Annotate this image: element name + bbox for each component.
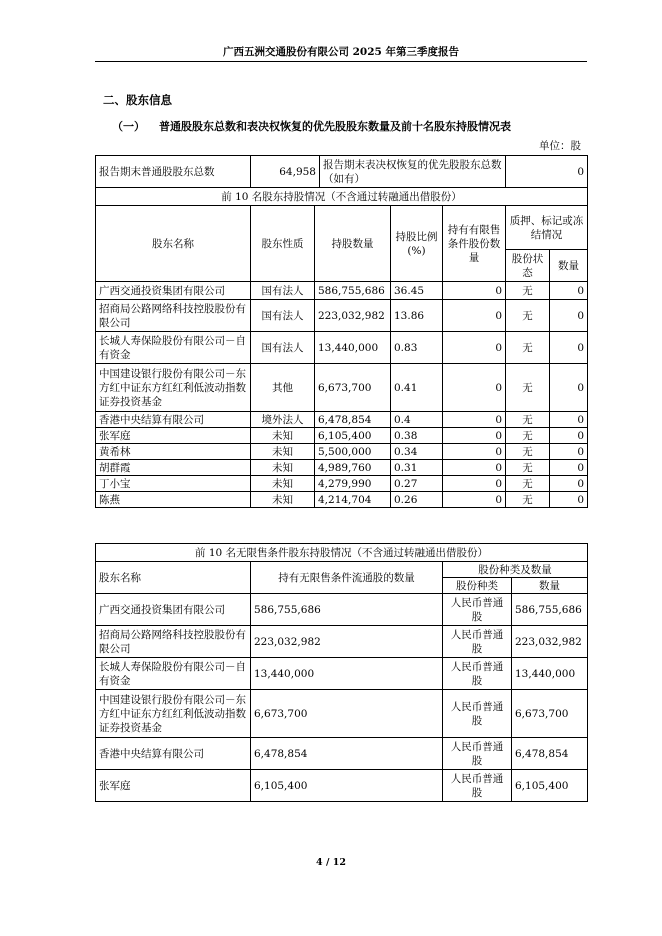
share-qty: 6,478,854 (512, 738, 588, 770)
holding-ratio: 0.27 (391, 476, 443, 492)
unrestricted-caption: 前 10 名无限售条件股东持股情况（不含通过转融通出借股份） (96, 544, 588, 562)
pledge-status: 无 (506, 364, 550, 412)
table-row (96, 282, 588, 300)
subsection-title (112, 118, 511, 134)
pledge-qty: 0 (550, 492, 588, 508)
pledge-qty: 0 (550, 460, 588, 476)
header-shares: 持股数量 (315, 206, 391, 282)
top10-table (95, 187, 588, 508)
pledge-qty: 0 (550, 332, 588, 364)
shareholder-nature: 未知 (251, 460, 315, 476)
unrestricted-count: 6,105,400 (251, 770, 443, 802)
table-row (96, 690, 588, 738)
restricted-shares: 0 (443, 428, 506, 444)
section-title: 二、股东信息 (103, 93, 172, 107)
u-header-type-qty: 股份种类及数量 (443, 562, 588, 578)
restricted-shares: 0 (443, 476, 506, 492)
unrestricted-count: 6,673,700 (251, 690, 443, 738)
holding-ratio: 36.45 (391, 282, 443, 300)
shares-held: 4,989,760 (315, 460, 391, 476)
shareholder-name: 招商局公路网络科技控股股份有限公司 (96, 300, 251, 332)
pledge-status: 无 (506, 428, 550, 444)
unit-label: 单位：股 (539, 140, 581, 152)
holding-ratio: 0.41 (391, 364, 443, 412)
header-nature: 股东性质 (251, 206, 315, 282)
shareholder-name: 丁小宝 (96, 476, 251, 492)
shares-held: 4,214,704 (315, 492, 391, 508)
shareholder-nature: 境外法人 (251, 412, 315, 428)
table-row (96, 626, 588, 658)
pledge-qty: 0 (550, 282, 588, 300)
unrestricted-count: 6,478,854 (251, 738, 443, 770)
table-row (96, 444, 588, 460)
shareholder-name: 香港中央结算有限公司 (96, 412, 251, 428)
header-ratio: 持股比例(%) (391, 206, 443, 282)
restricted-shares: 0 (443, 300, 506, 332)
shareholder-nature: 国有法人 (251, 282, 315, 300)
restricted-shares: 0 (443, 412, 506, 428)
restricted-shares: 0 (443, 332, 506, 364)
unrestricted-count: 586,755,686 (251, 594, 443, 626)
table-row (96, 476, 588, 492)
u-header-type: 股份种类 (443, 578, 512, 594)
u-shareholder-name: 香港中央结算有限公司 (96, 738, 251, 770)
pledge-qty: 0 (550, 444, 588, 460)
pledge-status: 无 (506, 476, 550, 492)
shareholder-nature: 其他 (251, 364, 315, 412)
pledge-status: 无 (506, 282, 550, 300)
table-row (96, 428, 588, 444)
holding-ratio: 0.4 (391, 412, 443, 428)
unrestricted-count: 13,440,000 (251, 658, 443, 690)
page-number: 4 / 12 (316, 857, 346, 868)
shares-held: 5,500,000 (315, 444, 391, 460)
header-rule (95, 61, 587, 62)
share-qty: 6,105,400 (512, 770, 588, 802)
shares-held: 586,755,686 (315, 282, 391, 300)
subsection-number: （一） (112, 120, 145, 133)
pledge-status: 无 (506, 412, 550, 428)
shareholder-nature: 未知 (251, 492, 315, 508)
shareholder-name: 黄希林 (96, 444, 251, 460)
pledge-qty: 0 (550, 412, 588, 428)
summary-table (95, 155, 588, 188)
table-row (96, 770, 588, 802)
shareholder-nature: 国有法人 (251, 300, 315, 332)
restricted-shares: 0 (443, 364, 506, 412)
u-shareholder-name: 招商局公路网络科技控股股份有限公司 (96, 626, 251, 658)
share-qty: 6,673,700 (512, 690, 588, 738)
subsection-text: 普通股股东总数和表决权恢复的优先股股东数量及前十名股东持股情况表 (159, 120, 511, 133)
table-row (96, 738, 588, 770)
table-row (96, 492, 588, 508)
restricted-shares: 0 (443, 492, 506, 508)
holding-ratio: 0.38 (391, 428, 443, 444)
header-restricted: 持有有限售条件股份数量 (443, 206, 506, 282)
shareholder-name: 长城人寿保险股份有限公司－自有资金 (96, 332, 251, 364)
u-header-qty: 数量 (512, 578, 588, 594)
u-shareholder-name: 广西交通投资集团有限公司 (96, 594, 251, 626)
pledge-status: 无 (506, 460, 550, 476)
pledge-qty: 0 (550, 364, 588, 412)
restricted-shares: 0 (443, 444, 506, 460)
common-holders-label: 报告期末普通股股东总数 (96, 156, 251, 188)
pledge-status: 无 (506, 332, 550, 364)
shares-held: 6,478,854 (315, 412, 391, 428)
unrestricted-count: 223,032,982 (251, 626, 443, 658)
restricted-shares: 0 (443, 460, 506, 476)
pledge-status: 无 (506, 300, 550, 332)
shares-held: 6,105,400 (315, 428, 391, 444)
share-type: 人民币普通股 (443, 738, 512, 770)
share-qty: 223,032,982 (512, 626, 588, 658)
share-type: 人民币普通股 (443, 626, 512, 658)
share-type: 人民币普通股 (443, 690, 512, 738)
page-header: 广西五洲交通股份有限公司 2025 年第三季度报告 (222, 46, 460, 58)
u-shareholder-name: 中国建设银行股份有限公司－东方红中证东方红红利低波动指数证券投资基金 (96, 690, 251, 738)
shareholder-nature: 未知 (251, 428, 315, 444)
table-row (96, 412, 588, 428)
holding-ratio: 0.26 (391, 492, 443, 508)
holding-ratio: 0.83 (391, 332, 443, 364)
share-type: 人民币普通股 (443, 594, 512, 626)
u-shareholder-name: 长城人寿保险股份有限公司－自有资金 (96, 658, 251, 690)
table-row (96, 364, 588, 412)
unrestricted-table (95, 543, 588, 802)
restricted-shares: 0 (443, 282, 506, 300)
share-type: 人民币普通股 (443, 770, 512, 802)
share-type: 人民币普通股 (443, 658, 512, 690)
top10-caption: 前 10 名股东持股情况（不含通过转融通出借股份） (96, 188, 588, 206)
shareholder-name: 张军庭 (96, 428, 251, 444)
share-qty: 586,755,686 (512, 594, 588, 626)
shareholder-name: 广西交通投资集团有限公司 (96, 282, 251, 300)
table-row (96, 658, 588, 690)
header-name: 股东名称 (96, 206, 251, 282)
shares-held: 223,032,982 (315, 300, 391, 332)
holding-ratio: 0.31 (391, 460, 443, 476)
shareholder-name: 胡群霞 (96, 460, 251, 476)
shareholder-name: 陈燕 (96, 492, 251, 508)
shareholder-nature: 未知 (251, 476, 315, 492)
holding-ratio: 0.34 (391, 444, 443, 460)
shareholder-nature: 未知 (251, 444, 315, 460)
pledge-qty: 0 (550, 300, 588, 332)
pledge-status: 无 (506, 444, 550, 460)
table-row (96, 460, 588, 476)
header-pledge: 质押、标记或冻结情况 (506, 206, 588, 250)
shares-held: 4,279,990 (315, 476, 391, 492)
table-row (96, 594, 588, 626)
pledge-qty: 0 (550, 476, 588, 492)
preferred-holders-value: 0 (506, 156, 588, 188)
table-row (96, 300, 588, 332)
shareholder-name: 中国建设银行股份有限公司－东方红中证东方红红利低波动指数证券投资基金 (96, 364, 251, 412)
common-holders-value: 64,958 (251, 156, 320, 188)
u-header-name: 股东名称 (96, 562, 251, 594)
u-shareholder-name: 张军庭 (96, 770, 251, 802)
shareholder-nature: 国有法人 (251, 332, 315, 364)
header-pledge-status: 股份状态 (506, 250, 550, 282)
pledge-qty: 0 (550, 428, 588, 444)
pledge-status: 无 (506, 492, 550, 508)
u-header-count: 持有无限售条件流通股的数量 (251, 562, 443, 594)
shares-held: 13,440,000 (315, 332, 391, 364)
table-row (96, 332, 588, 364)
holding-ratio: 13.86 (391, 300, 443, 332)
header-pledge-qty: 数量 (550, 250, 588, 282)
shares-held: 6,673,700 (315, 364, 391, 412)
share-qty: 13,440,000 (512, 658, 588, 690)
preferred-holders-label: 报告期末表决权恢复的优先股股东总数（如有） (320, 156, 506, 188)
